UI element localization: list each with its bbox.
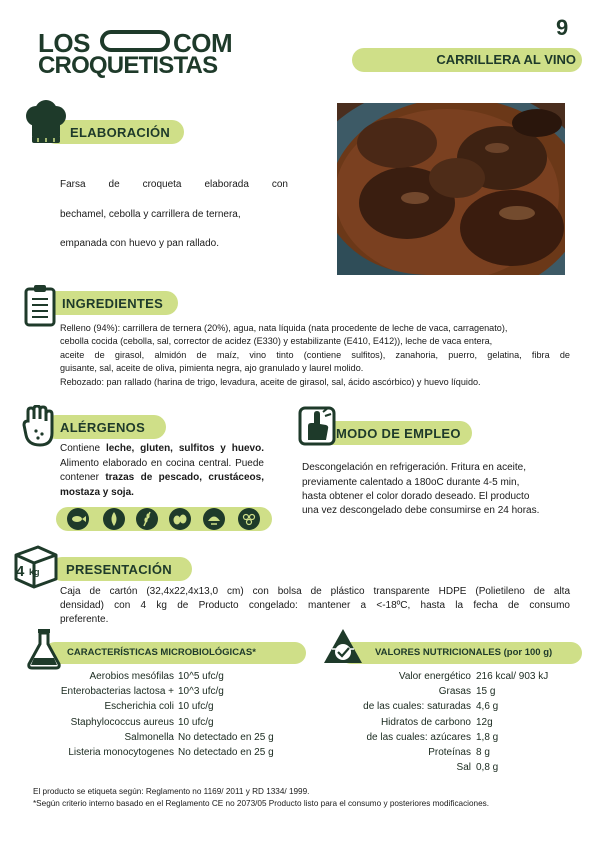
presentacion-line-1: Caja de cartón (32,4x22,4x13,0 cm) con bolsa de plástico transparente HDPE (Polietileno de alta [60, 586, 570, 597]
footer-line-1: El producto se etiqueta según: Reglamento no 1169/ 2011 y RD 1334/ 1999. [33, 787, 310, 796]
micro-table [36, 669, 306, 760]
micro-row-value: No detectado en 25 g [178, 747, 274, 759]
nutri-row-value: 15 g [476, 686, 496, 698]
nutri-row [330, 715, 570, 730]
nutri-row [330, 760, 570, 775]
nutri-row-value: 12g [476, 716, 493, 728]
nutri-row [330, 745, 570, 760]
micro-row-label: Escherichia coli [104, 701, 174, 713]
nutri-row [330, 730, 570, 745]
micro-row [36, 684, 306, 699]
nutri-table [330, 669, 570, 775]
logo-croquette-icon [100, 30, 170, 52]
micro-row-value: No detectado en 25 g [178, 731, 274, 743]
brand-logo [38, 28, 243, 80]
logo-croquetistas: CROQUETISTAS [38, 52, 218, 79]
elaboracion-heading: ELABORACIÓN [70, 125, 171, 140]
fish-icon [67, 508, 89, 530]
alergenos-text [60, 442, 264, 500]
nutri-row-value: 8 g [476, 747, 490, 759]
allergen-hand-icon [22, 405, 56, 449]
nutri-row-value: 0,8 g [476, 762, 499, 774]
nutri-heading: VALORES NUTRICIONALES (por 100 g) [375, 647, 553, 658]
ingredientes-line-4: guisante, sal, aceite de oliva, pimienta negra, ajo granulado y laurel molido. [60, 363, 364, 373]
presentacion-line-2: densidad) con 4 kg de Producto congelado: mantener a <-18ºC, hasta la fecha de consumo [60, 600, 570, 611]
nutri-row-label: Proteínas [428, 747, 471, 759]
micro-row-value: 10 ufc/g [178, 716, 214, 728]
ingredientes-line-5: Rebozado: pan rallado (harina de trigo, levadura, aceite de girasol, sal, ácido ascórbico) y huevo líquido. [60, 377, 481, 387]
alergenos-traces: trazas de pescado, crustáceos, mostaza y soja. [60, 472, 264, 498]
micro-row-label: Listeria monocytogenes [68, 747, 174, 759]
presentacion-line-3: preferente. [60, 614, 109, 625]
modo-empleo-line-3: hasta obtener el color dorado deseado. El producto [302, 491, 530, 502]
nutri-row-label: Grasas [438, 686, 471, 698]
mustard-icon [103, 508, 125, 530]
micro-row-value: 10^3 ufc/g [178, 686, 224, 698]
nutri-row [330, 684, 570, 699]
nutri-row-label: de las cuales: azúcares [366, 731, 471, 743]
presentacion-heading: PRESENTACIÓN [66, 562, 172, 577]
page-number: 9 [556, 15, 569, 40]
nutri-row-value: 4,6 g [476, 701, 499, 713]
nutri-row-value: 216 kcal/ 903 kJ [476, 671, 549, 682]
alergenos-text-2: Alimento elaborado en cocina central. Puede contener [60, 457, 264, 483]
ingredientes-line-2: cebolla cocida (cebolla, sal, corrector de acidez (E330) y estabilizante (E410, E412)), leche de vaca entera, [60, 336, 493, 346]
micro-heading: CARACTERÍSTICAS MICROBIOLÓGICAS* [67, 647, 256, 658]
alergenos-contains: leche, gluten, sulfitos y huevo. [105, 443, 264, 454]
nutri-row-label: de las cuales: saturadas [363, 701, 471, 713]
ingredientes-heading: INGREDIENTES [62, 296, 164, 311]
egg-icon [169, 508, 191, 530]
modo-empleo-line-1: Descongelación en refrigeración. Fritura en aceite, [302, 462, 527, 473]
soy-icon [238, 508, 260, 530]
micro-row-label: Staphylococcus aureus [70, 716, 174, 728]
ingredientes-line-3: aceite de girasol, almidón de maíz, vino tinto (contiene sulfitos), zanahoria, puerro, gelatina, fibra de [60, 350, 570, 360]
box-weight: 4 [16, 563, 25, 580]
alergenos-heading: ALÉRGENOS [60, 420, 146, 435]
micro-row-label: Salmonella [124, 731, 174, 743]
product-photo [337, 103, 565, 275]
modo-empleo-heading: MODO DE EMPLEO [336, 426, 461, 441]
checklist-icon [24, 285, 58, 327]
micro-row-value: 10^5 ufc/g [178, 671, 224, 682]
micro-row-value: 10 ufc/g [178, 701, 214, 713]
footer-line-2: *Según criterio interno basado en el Reglamento CE no 2073/05 Producto listo para el consumo y posteriores modificaciones. [33, 799, 490, 808]
alergenos-text-1: Contiene [60, 443, 106, 454]
nutri-row [330, 699, 570, 714]
nutri-row-label: Sal [456, 762, 471, 774]
nutri-row-label: Hidratos de carbono [380, 716, 471, 728]
elaboracion-line-2: bechamel, cebolla y carrillera de ternera, [60, 209, 241, 220]
micro-row [36, 669, 306, 684]
ingredientes-line-1: Relleno (94%): carrillera de ternera (20%), agua, nata líquida (nata procedente de leche de vaca, carragenato), [60, 323, 508, 333]
chef-hat-icon [22, 100, 68, 146]
flask-icon [26, 628, 62, 670]
micro-row-label: Aerobios mesófilas [89, 671, 174, 682]
shellfish-icon [203, 508, 225, 530]
micro-row [36, 745, 306, 760]
wheat-icon [136, 508, 158, 530]
elaboracion-line-1: Farsa de croqueta elaborada con [60, 179, 288, 190]
product-title: CARRILLERA AL VINO [436, 52, 576, 67]
logo-com: COM [173, 28, 233, 58]
modo-empleo-line-2: previamente calentado a 180oC durante 4-5 min, [302, 477, 520, 488]
nutri-row-value: 1,8 g [476, 731, 499, 743]
micro-row [36, 730, 306, 745]
elaboracion-line-3: empanada con huevo y pan rallado. [60, 238, 220, 249]
nutrition-pyramid-icon [322, 627, 364, 665]
nutri-row [330, 669, 570, 684]
logo-los: LOS [38, 28, 90, 58]
pointing-hand-icon [298, 406, 336, 446]
box-weight-unit: kg [29, 567, 40, 577]
modo-empleo-line-4: una vez descongelado debe consumirse en 24 horas. [302, 505, 540, 516]
micro-row [36, 699, 306, 714]
micro-row [36, 715, 306, 730]
nutri-row-label: Valor energético [398, 671, 471, 682]
micro-row-label: Enterobacterias lactosa + [60, 686, 174, 698]
